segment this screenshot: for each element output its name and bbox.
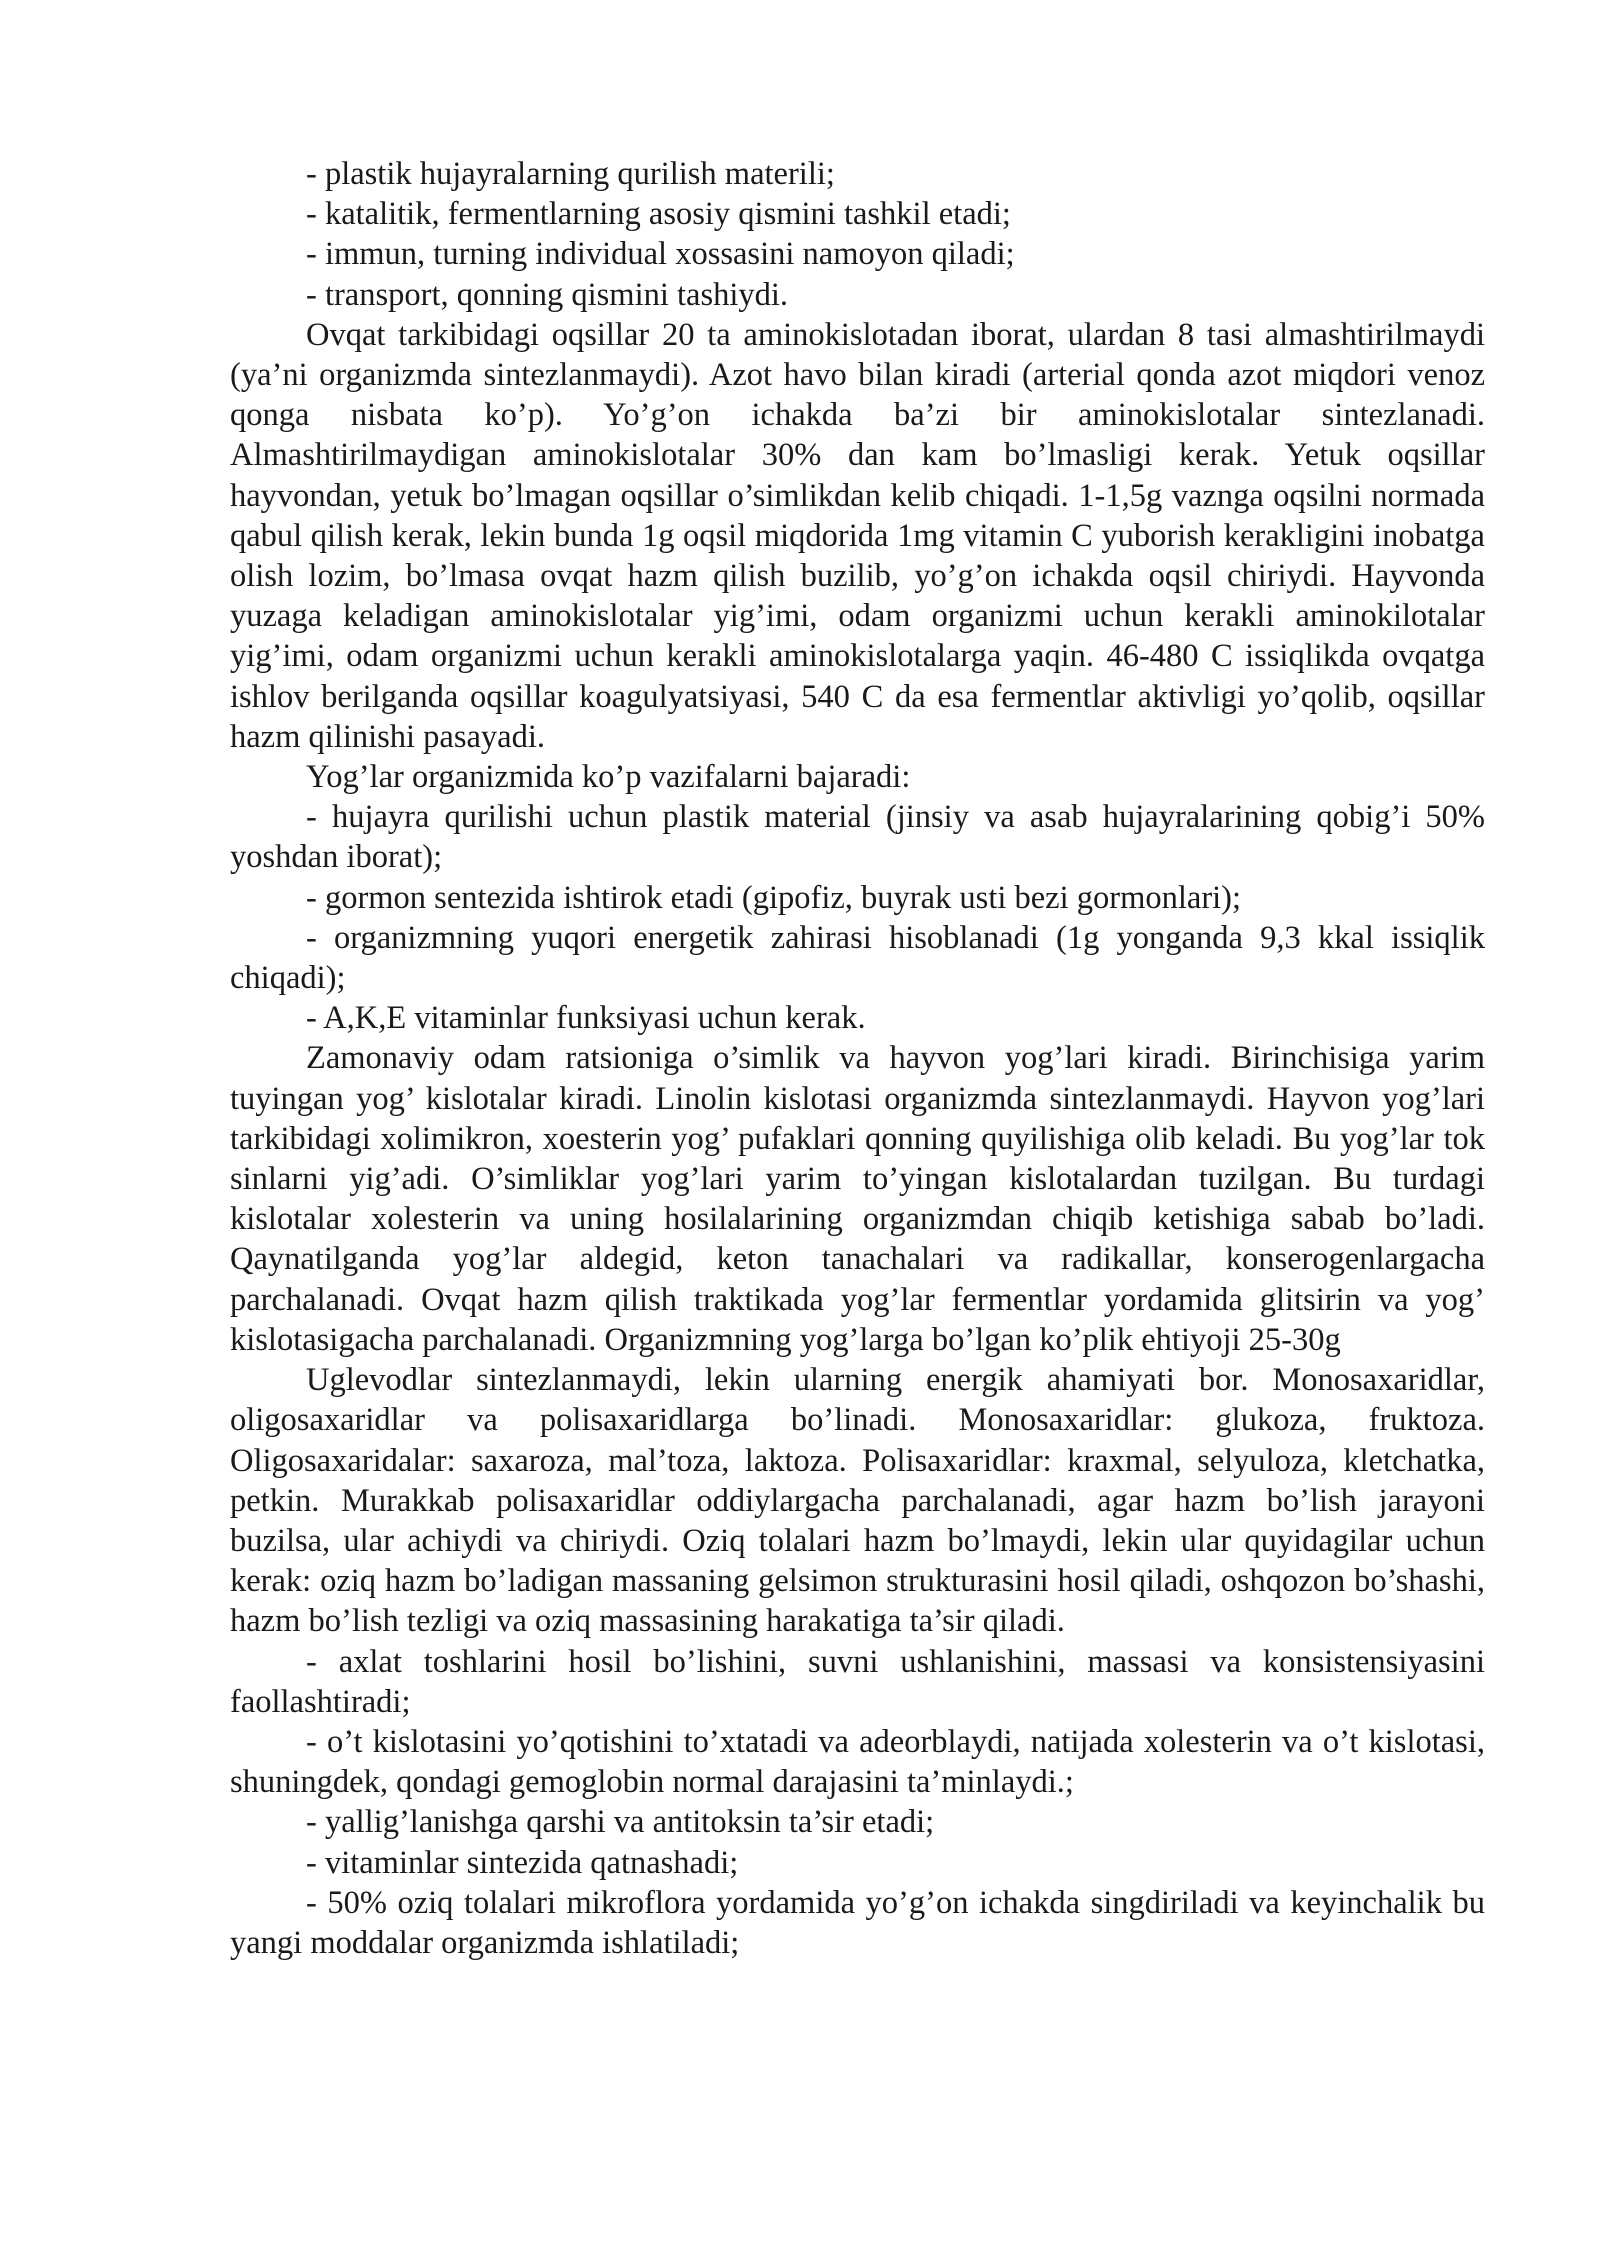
bullet-transport: - transport, qonning qismini tashiydi. bbox=[306, 276, 789, 313]
document-page bbox=[230, 154, 1485, 1963]
bullet-vitamins-ake: - A,K,E vitaminlar funksiyasi uchun kerak. bbox=[306, 1000, 866, 1037]
bullet-catalytic: - katalitik, fermentlarning asosiy qismini tashkil etadi; bbox=[306, 196, 1011, 233]
bullet-vitamin-synthesis: - vitaminlar sintezida qatnashadi; bbox=[306, 1844, 739, 1881]
paragraph-proteins: Ovqat tarkibidagi oqsillar 20 ta aminokislotadan iborat, ulardan 8 tasi almashtirilmaydi (ya’ni organizmda sintezlanmaydi). Azot havo bilan kiradi (arterial qonda azot miqdori venoz qonga nisbata ko’p). Yo’g’on ichakda ba’zi bir aminokislotalar sintezlanadi. Almashtirilmaydigan aminokislotalar 30% dan kam bo’lmasligi kerak. Yetuk oqsillar hayvondan, yetuk bo’lmagan oqsillar o’simlikdan kelib chiqadi. 1-1,5g vaznga oqsilni normada qabul qilish kerak, lekin bunda 1g oqsil miqdorida 1mg vitamin C yuborish kerakligini inobatga olish lozim, bo’lmasa ovqat hazm qilish buzilib, yo’g’on ichakda oqsil chiriydi. Hayvonda yuzaga keladigan aminokislotalar yig’imi, odam organizmi uchun kerakli aminokilotalar yig’imi, odam organizmi uchun kerakli aminokislotalarga yaqin. 46-480 C issiqlikda ovqatga ishlov berilganda oqsillar koagulyatsiyasi, 540 C da esa fermentlar aktivligi yo’qolib, oqsillar hazm qilinishi pasayadi. bbox=[230, 316, 1485, 755]
bullet-stool-formation: - axlat toshlarini hosil bo’lishini, suvni ushlanishini, massasi va konsistensiyasini faollashtiradi; bbox=[230, 1643, 1485, 1720]
bullet-cell-structure: - hujayra qurilishi uchun plastik material (jinsiy va asab hujayralarining qobig’i 50% yoshdan iborat); bbox=[230, 799, 1485, 876]
bullet-immune: - immun, turning individual xossasini namoyon qiladi; bbox=[306, 236, 1015, 273]
paragraph-fats-intro: Yog’lar organizmida ko’p vazifalarni bajaradi: bbox=[306, 759, 911, 796]
bullet-anti-inflammatory: - yallig’lanishga qarshi va antitoksin ta’sir etadi; bbox=[306, 1804, 935, 1841]
bullet-bile-acid: - o’t kislotasini yo’qotishini to’xtatadi va adeorblaydi, natijada xolesterin va o’t kislotasi, shuningdek, qondagi gemoglobin normal darajasini ta’minlaydi.; bbox=[230, 1723, 1485, 1801]
bullet-plastic: - plastik hujayralarning qurilish materili; bbox=[306, 156, 835, 192]
bullet-microflora: - 50% oziq tolalari mikroflora yordamida yo’g’on ichakda singdiriladi va keyinchalik bu yangi moddalar organizmda ishlatiladi; bbox=[230, 1884, 1485, 1961]
paragraph-carbohydrates: Uglevodlar sintezlanmaydi, lekin ularning energik ahamiyati bor. Monosaxaridlar, oligosaxaridlar va polisaxaridlarga bo’linadi. Monosaxaridlar: glukoza, fruktoza. Oligosaxaridalar: saxaroza, mal’toza, laktoza. Polisaxaridlar: kraxmal, selyuloza, kletchatka, petkin. Murakkab polisaxaridlar oddiylargacha parchalanadi, agar hazm bo’lish jarayoni buzilsa, ular achiydi va chiriydi. Oziq tolalari hazm bo’lmaydi, lekin ular quyidagilar uchun kerak: oziq hazm bo’ladigan massaning gelsimon strukturasini hosil qiladi, oshqozon bo’shashi, hazm bo’lish tezligi va oziq massasining harakatiga ta’sir qiladi. bbox=[230, 1362, 1485, 1640]
paragraph-fats-diet: Zamonaviy odam ratsioniga o’simlik va hayvon yog’lari kiradi. Birinchisiga yarim tuyingan yog’ kislotalar kiradi. Linolin kislotasi organizmda sintezlanmaydi. Hayvon yog’lari tarkibidagi xolimikron, xoesterin yog’ pufaklari qonning quyilishiga olib keladi. Bu yog’lar tok sinlarni yig’adi. O’simliklar yog’lari yarim to’yingan kislotalardan tuzilgan. Bu turdagi kislotalar xolesterin va uning hosilalarining organizmdan chiqib ketishiga sabab bo’ladi. Qaynatilganda yog’lar aldegid, keton tanachalari va radikallar, konserogenlargacha parchalanadi. Ovqat hazm qilish traktikada yog’lar fermentlar yordamida glitsirin va yog’ kislotasigacha parchalanadi. Organizmning yog’larga bo’lgan ko’plik ehtiyoji 25-30g bbox=[230, 1040, 1485, 1358]
bullet-hormone-synthesis: - gormon sentezida ishtirok etadi (gipofiz, buyrak usti bezi gormonlari); bbox=[306, 879, 1242, 916]
bullet-energy-reserve: - organizmning yuqori energetik zahirasi hisoblanadi (1g yonganda 9,3 kkal issiqlik chiqadi); bbox=[230, 919, 1485, 997]
